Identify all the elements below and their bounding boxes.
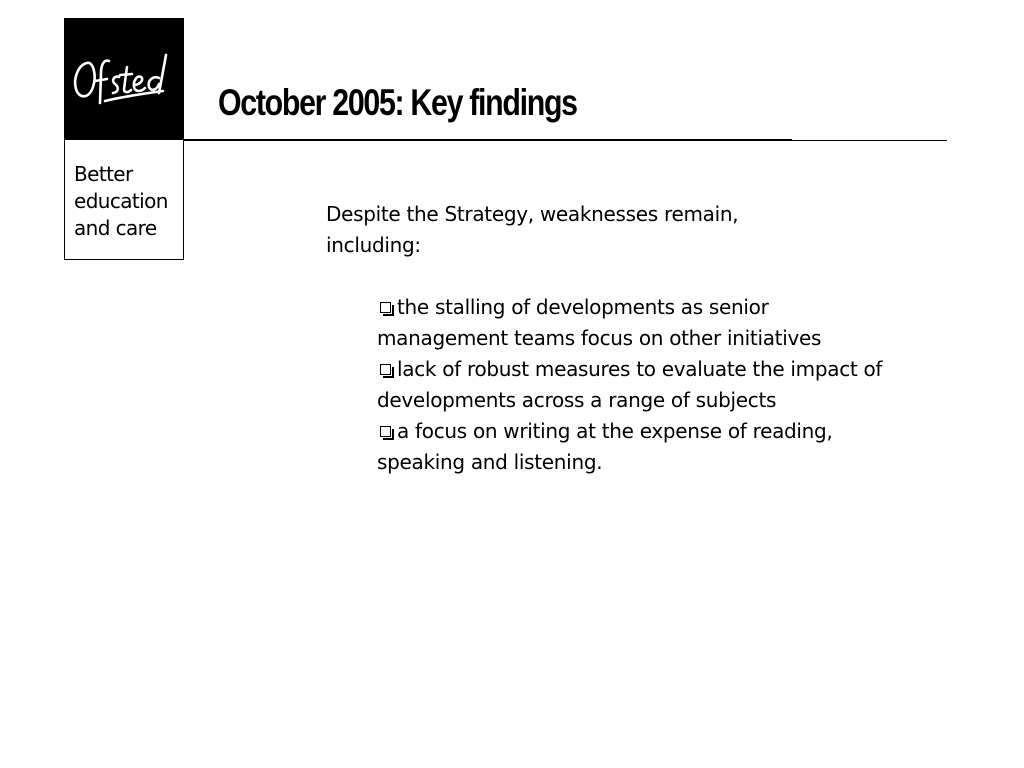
intro-text: Despite the Strategy, weaknesses remain, including: <box>326 202 739 257</box>
findings-list <box>377 292 892 478</box>
slide-body <box>326 199 926 478</box>
logo-tagline-line-2: education <box>74 189 168 213</box>
ofsted-wordmark-logo <box>71 47 179 111</box>
bullet-text: a focus on writing at the expense of reading, speaking and listening. <box>377 419 833 474</box>
logo-tagline <box>74 161 168 242</box>
list-item <box>377 354 892 416</box>
ofsted-logo <box>64 18 184 260</box>
hollow-square-icon <box>380 364 391 375</box>
logo-tagline-line-3: and care <box>74 216 157 240</box>
bullet-text: lack of robust measures to evaluate the impact of developments across a range of subjects <box>377 357 883 412</box>
title-divider <box>184 139 947 141</box>
hollow-square-icon <box>380 302 391 313</box>
list-item <box>377 292 892 354</box>
logo-tagline-line-1: Better <box>74 162 133 186</box>
logo-wordmark-panel <box>65 19 183 140</box>
slide-title: October 2005: Key findings <box>218 82 577 123</box>
bullet-text: the stalling of developments as senior management teams focus on other initiatives <box>377 295 822 350</box>
list-item <box>377 416 892 478</box>
hollow-square-icon <box>380 426 391 437</box>
